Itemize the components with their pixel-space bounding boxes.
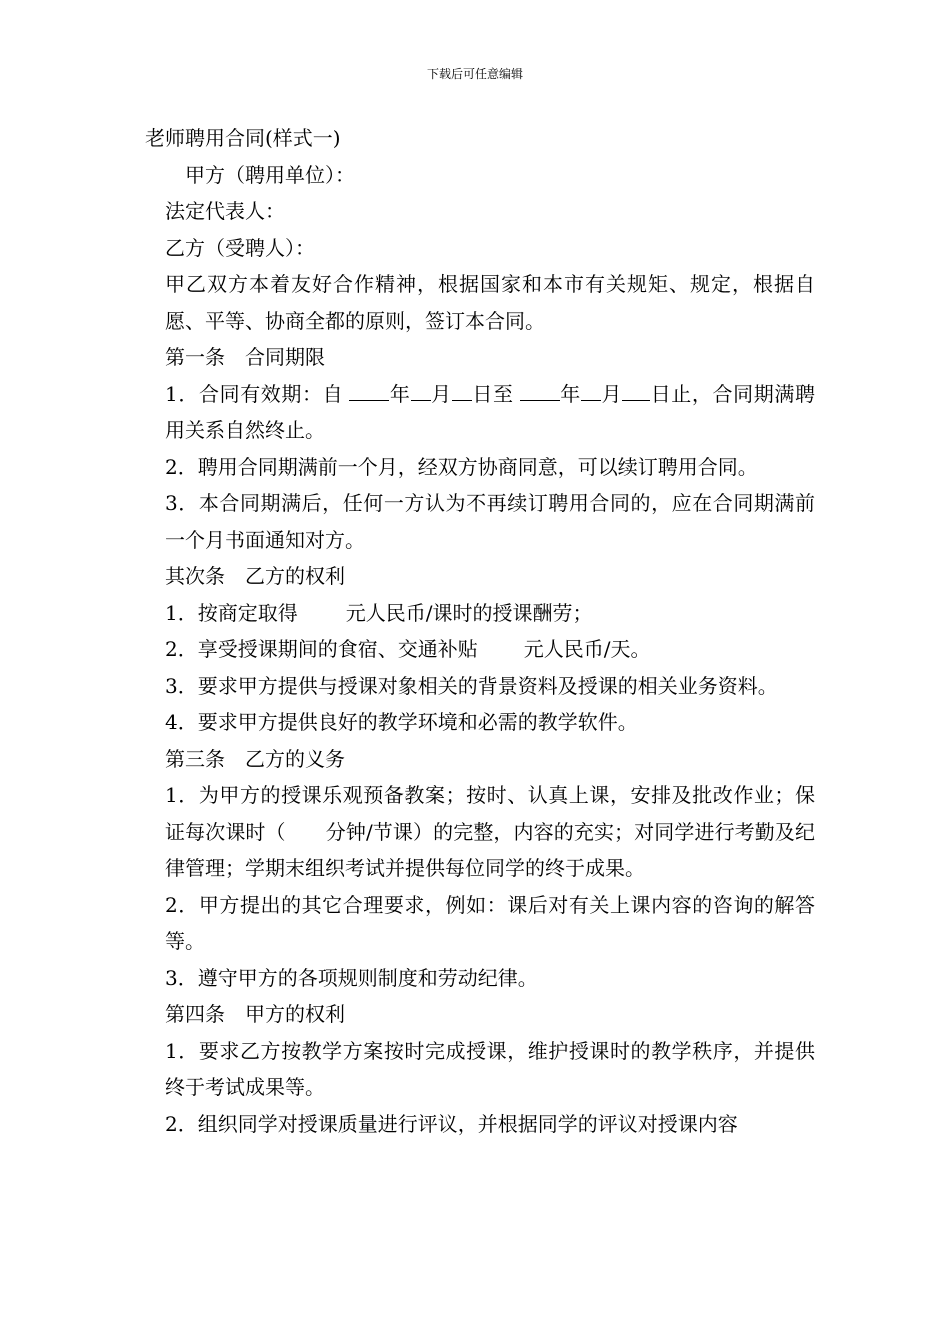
- article-1-heading: 第一条 合同期限: [165, 345, 325, 369]
- article-4-item-2: 2．组织同学对授课质量进行评议，并根据同学的评议对授课内容: [165, 1111, 738, 1136]
- blank-line: [520, 382, 560, 401]
- preamble-paragraph: 甲乙双方本着友好合作精神，根据国家和本市有关规矩、规定，根据自愿、平等、协商全都的原则，签订本合同。: [165, 272, 815, 333]
- article-1-item-3: 3．本合同期满后，任何一方认为不再续订聘用合同的，应在合同期满前一个月书面通知对方。: [165, 491, 815, 552]
- text-segment: 1．合同有效期：自: [165, 381, 344, 406]
- article-1-item-2: 2．聘用合同期满前一个月，经双方协商同意，可以续订聘用合同。: [165, 454, 758, 479]
- page-header: 下载后可任意编辑: [426, 67, 523, 81]
- article-2-heading: 其次条 乙方的权利: [165, 564, 345, 588]
- text-segment: 日至: [471, 381, 514, 406]
- article-2-item-3: 3．要求甲方提供与授课对象相关的背景资料及授课的相关业务资料。: [165, 673, 778, 698]
- text-segment: 年: [389, 381, 411, 406]
- article-3-item-1: [145, 777, 815, 887]
- article-2-item-2: [145, 631, 815, 668]
- article-4-item-1: 1．要求乙方按教学方案按时完成授课，维护授课时的教学秩序，并提供终于考试成果等。: [165, 1038, 815, 1099]
- legal-rep-line: 法定代表人：: [165, 199, 285, 223]
- article-3-item-2: 2．甲方提出的其它合理要求，例如：课后对有关上课内容的咨询的解答等。: [165, 892, 815, 953]
- text-segment: 月: [600, 381, 623, 406]
- article-1-item-1: [145, 376, 815, 449]
- text-segment: 年: [559, 381, 581, 406]
- blank-line: [622, 382, 650, 401]
- text-segment: 月: [430, 381, 452, 406]
- article-2-item-4: 4．要求甲方提供良好的教学环境和必需的教学软件。: [165, 710, 638, 734]
- blank-line: [349, 382, 389, 401]
- article-3-item-3: 3．遵守甲方的各项规则制度和劳动纪律。: [165, 965, 538, 990]
- text-segment: 日止，合同期满聘用关系自然终止。: [165, 381, 816, 442]
- blank-line: [411, 382, 431, 401]
- article-3-heading: 第三条 乙方的义务: [165, 746, 345, 771]
- party-a-line: 甲方（聘用单位）：: [185, 162, 355, 187]
- contract-body: [145, 120, 815, 1142]
- article-4-heading: 第四条 甲方的权利: [165, 1002, 345, 1026]
- party-b-line: 乙方（受聘人）：: [165, 235, 315, 260]
- blank-line: [452, 382, 472, 401]
- text-segment: 1．为甲方的授课乐观预备教案；按时、认真上课，安排及批改作业；保证每次课时（: [165, 783, 815, 844]
- article-2-item-1: [145, 595, 815, 632]
- text-segment: 元人民币/课时的授课酬劳；: [345, 600, 593, 625]
- text-segment: 2．享受授课期间的食宿、交通补贴: [165, 637, 478, 661]
- document-title: 老师聘用合同(样式一): [145, 126, 341, 150]
- blank-line: [581, 382, 601, 401]
- text-segment: 1．按商定取得: [165, 600, 298, 625]
- text-segment: 元人民币/天。: [523, 637, 651, 661]
- text-segment: 分钟/节课）的完整，内容的充实；对同学进行考勤及纪律管理；学期末组织考试并提供每位同学的终于成果。: [165, 819, 815, 880]
